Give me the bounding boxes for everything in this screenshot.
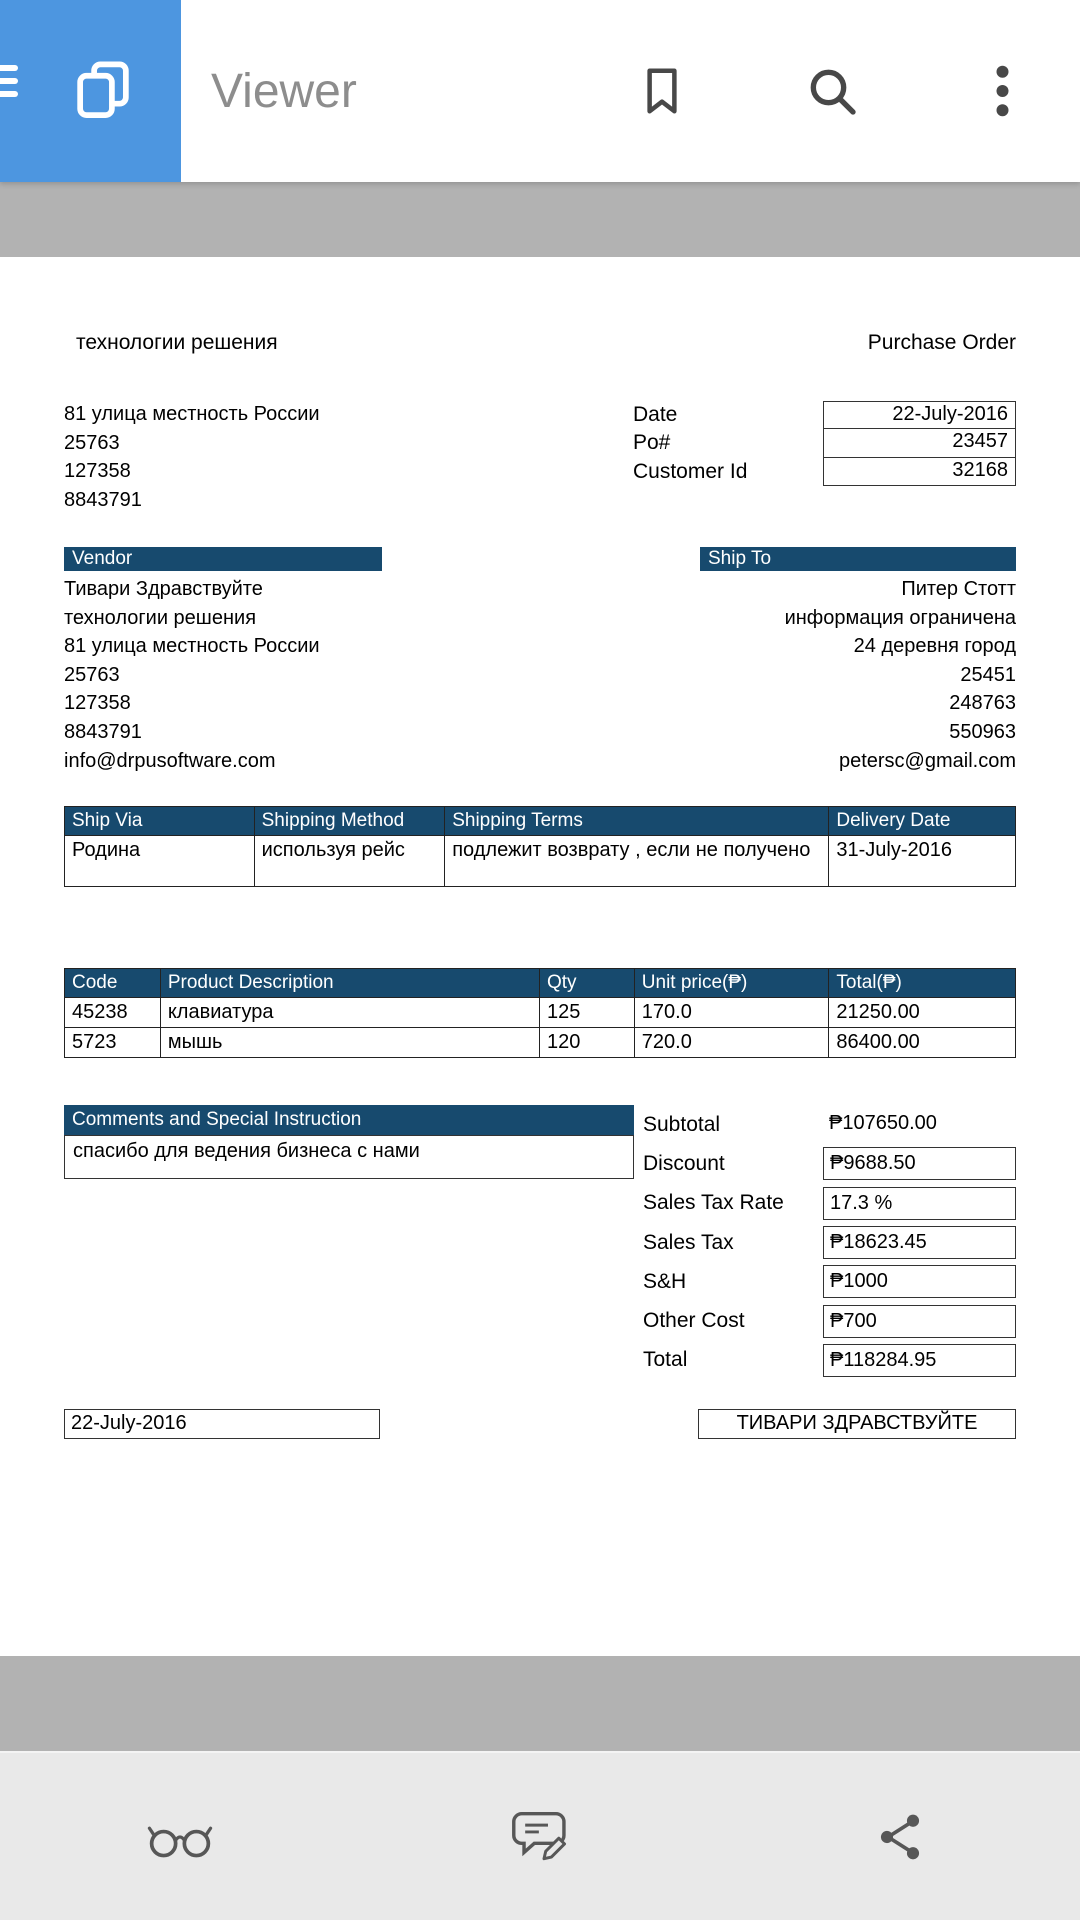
page-background-bottom xyxy=(0,1656,1080,1751)
meta-value: 23457 xyxy=(823,429,1016,457)
vendor-header: Vendor xyxy=(64,547,382,571)
ship-to-line: 24 деревня город xyxy=(853,635,1016,658)
totals-value: ₱18623.45 xyxy=(823,1226,1016,1259)
totals-label: Other Cost xyxy=(643,1309,745,1333)
ship-to-line: 550963 xyxy=(949,720,1016,743)
items-table-header xyxy=(65,969,1015,997)
totals-row-other-cost xyxy=(643,1301,1016,1340)
column-header: Ship Via xyxy=(72,810,143,831)
table-cell: подлежит возврату , если не получено xyxy=(444,836,828,886)
column-header: Total(₱) xyxy=(828,969,1015,997)
vendor-line: Тивари Здравствуйте xyxy=(64,578,263,600)
table-cell: клавиатура xyxy=(160,998,539,1027)
meta-value: 32168 xyxy=(823,458,1016,486)
vendor-details xyxy=(64,575,320,775)
search-button[interactable] xyxy=(802,56,862,126)
document-title: Purchase Order xyxy=(867,331,1016,354)
search-icon xyxy=(804,63,860,119)
order-meta xyxy=(633,401,1016,486)
table-cell: Родина xyxy=(72,839,141,861)
ship-to-line: 248763 xyxy=(949,692,1016,715)
column-header: Code xyxy=(72,972,118,993)
signature-box: ТИВАРИ ЗДРАВСТВУЙТЕ xyxy=(698,1409,1016,1439)
table-cell: 720.0 xyxy=(634,1028,829,1057)
meta-label: Po# xyxy=(633,431,671,455)
shipping-table xyxy=(64,806,1016,887)
totals-label: Subtotal xyxy=(643,1112,721,1136)
address-line: 81 улица местность России xyxy=(64,403,320,425)
address-line: 25763 xyxy=(64,431,120,454)
totals-row-subtotal xyxy=(643,1105,1016,1144)
table-cell: мышь xyxy=(160,1028,539,1057)
table-cell: 170.0 xyxy=(634,998,829,1027)
totals-value: ₱118284.95 xyxy=(823,1344,1016,1377)
share-button[interactable] xyxy=(845,1782,955,1892)
ship-to-line: информация ограничена xyxy=(784,606,1016,629)
totals-value: ₱107650.00 xyxy=(829,1112,937,1135)
totals-label: Total xyxy=(643,1348,688,1372)
ship-to-line: petersc@gmail.com xyxy=(838,749,1016,772)
appbar-actions xyxy=(632,56,1080,126)
documents-nav-button[interactable] xyxy=(0,0,181,182)
item-row xyxy=(65,1027,1015,1057)
table-cell: 125 xyxy=(539,998,634,1027)
table-cell: 31-July-2016 xyxy=(828,836,1015,886)
company-address xyxy=(64,400,320,514)
overflow-menu-button[interactable] xyxy=(972,56,1032,126)
totals-value: ₱9688.50 xyxy=(823,1147,1016,1180)
shipping-table-row xyxy=(65,835,1015,886)
ship-to-line: Питер Стотт xyxy=(901,578,1016,600)
meta-row-po xyxy=(633,429,1016,457)
ship-to-details xyxy=(700,575,1016,775)
totals-label: S&H xyxy=(643,1269,687,1293)
totals-value: 17.3 % xyxy=(823,1187,1016,1220)
meta-value: 22-July-2016 xyxy=(823,401,1016,429)
vendor-line: info@drpusoftware.com xyxy=(64,749,276,772)
bookmark-button[interactable] xyxy=(632,56,692,126)
table-cell: 21250.00 xyxy=(828,998,1015,1027)
bookmark-icon xyxy=(635,64,689,118)
column-header: Shipping Terms xyxy=(444,807,828,835)
totals-value: ₱700 xyxy=(823,1305,1016,1338)
vendor-line: 25763 xyxy=(64,663,120,686)
vendor-line: 8843791 xyxy=(64,720,142,743)
pages-icon xyxy=(70,58,136,124)
column-header: Delivery Date xyxy=(828,807,1015,835)
column-header: Unit price(₱) xyxy=(634,969,829,997)
comments-text: спасибо для ведения бизнеса с нами xyxy=(64,1135,634,1179)
totals-section xyxy=(643,1105,1016,1380)
totals-row-sales-tax-rate xyxy=(643,1184,1016,1223)
column-header: Qty xyxy=(539,969,634,997)
vendor-line: 127358 xyxy=(64,692,131,715)
meta-label: Date xyxy=(633,403,678,426)
annotate-button[interactable] xyxy=(485,1782,595,1892)
ship-to-header: Ship To xyxy=(700,547,1016,571)
bottom-toolbar xyxy=(0,1751,1080,1920)
totals-row-discount xyxy=(643,1144,1016,1183)
address-line: 127358 xyxy=(64,460,131,482)
totals-label: Sales Tax xyxy=(643,1230,734,1254)
app-bar xyxy=(0,0,1080,182)
menu-icon xyxy=(0,65,18,104)
company-name: технологии решения xyxy=(76,331,278,354)
table-cell: 86400.00 xyxy=(828,1028,1015,1057)
item-row xyxy=(65,997,1015,1027)
comments-header: Comments and Special Instruction xyxy=(64,1105,634,1135)
totals-row-total xyxy=(643,1341,1016,1380)
meta-row-date xyxy=(633,401,1016,429)
meta-row-customer-id xyxy=(633,458,1016,486)
page-background-top xyxy=(0,182,1080,257)
shipping-table-header xyxy=(65,807,1015,835)
share-icon xyxy=(874,1811,926,1863)
totals-row-sh xyxy=(643,1262,1016,1301)
table-cell: 5723 xyxy=(72,1031,117,1053)
column-header: Product Description xyxy=(160,969,539,997)
totals-label: Discount xyxy=(643,1151,725,1175)
totals-row-sales-tax xyxy=(643,1223,1016,1262)
view-mode-button[interactable] xyxy=(125,1782,235,1892)
ship-to-line: 25451 xyxy=(960,663,1016,686)
vendor-line: технологии решения xyxy=(64,606,257,629)
vendor-line: 81 улица местность России xyxy=(64,635,320,658)
address-line: 8843791 xyxy=(64,488,142,511)
table-cell: используя рейс xyxy=(254,836,445,886)
table-cell: 120 xyxy=(539,1028,634,1057)
table-cell: 45238 xyxy=(72,1001,128,1023)
meta-label: Customer Id xyxy=(633,459,748,483)
eyeglasses-icon xyxy=(146,1813,214,1861)
totals-label: Sales Tax Rate xyxy=(643,1191,784,1215)
annotate-icon xyxy=(508,1808,572,1865)
document-page[interactable] xyxy=(0,257,1080,1656)
footer-date-box: 22-July-2016 xyxy=(64,1409,380,1439)
totals-value: ₱1000 xyxy=(823,1265,1016,1298)
column-header: Shipping Method xyxy=(254,807,445,835)
overflow-menu-icon xyxy=(995,63,1010,119)
app-title: Viewer xyxy=(211,64,357,118)
items-table xyxy=(64,968,1016,1058)
